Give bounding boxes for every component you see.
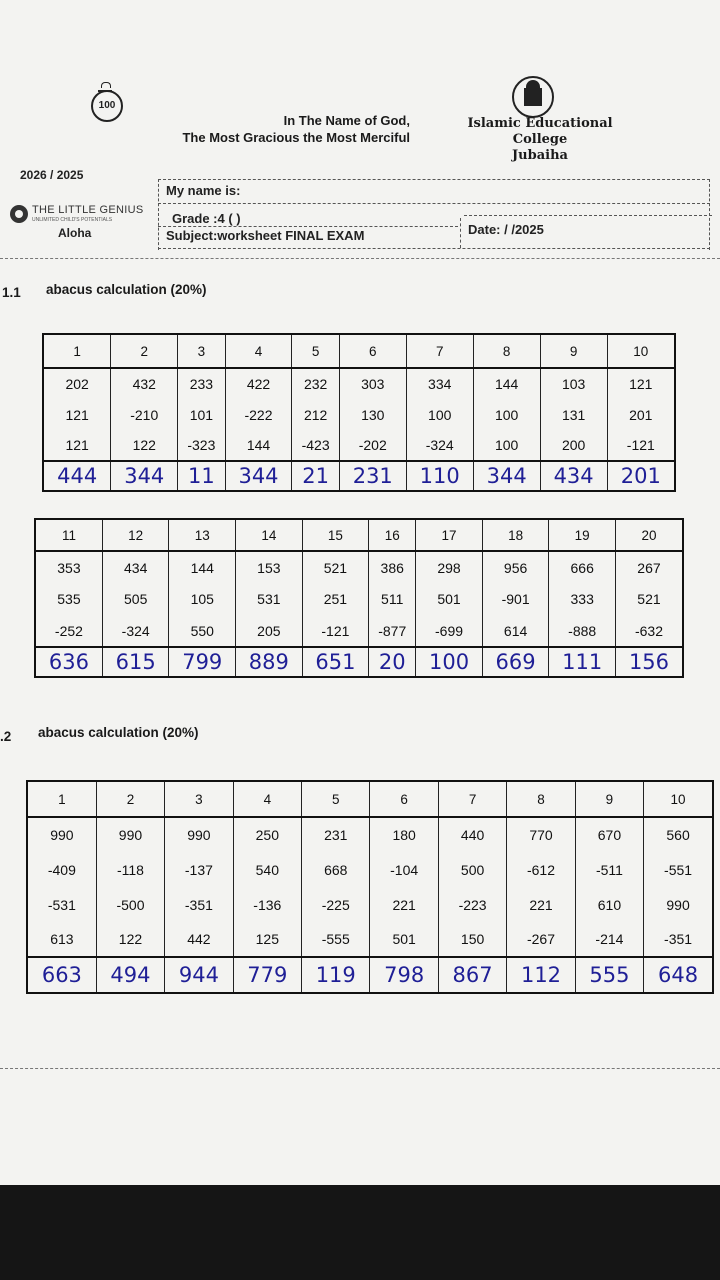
answer-row-cell: 798 [370,957,438,993]
background-surface [0,1185,720,1280]
table-row-cell: -409 [27,852,96,887]
table-row [35,583,683,615]
table-row-cell: 121 [607,368,675,399]
table-row-cell: -888 [549,615,616,647]
table-row-cell: 500 [438,852,506,887]
school-name [455,116,625,164]
table-row-cell: 434 [102,551,169,583]
table-1-to-10 [42,333,676,492]
table-row-cell: -500 [96,887,164,922]
badge-100: 100 [91,90,123,122]
table-row-cell: 212 [292,399,339,430]
header-row [35,519,683,551]
table-row-cell: 100 [406,399,473,430]
table-row-cell: -511 [575,852,643,887]
answer-row-cell: 799 [169,647,236,677]
grade-field-label[interactable]: Grade :4 ( ) [172,211,241,226]
header-row-cell: 13 [169,519,236,551]
header-row-cell: 11 [35,519,102,551]
answer-row-cell: 889 [236,647,303,677]
header-row-cell: 8 [473,334,540,368]
answer-row-cell: 615 [102,647,169,677]
answer-row-cell: 111 [549,647,616,677]
header-row-cell: 6 [339,334,406,368]
header-row-cell: 9 [540,334,607,368]
table-row [43,368,675,399]
table-row-cell: 122 [96,922,164,957]
header-row-cell: 2 [111,334,178,368]
answer-row [43,461,675,491]
logo-brand-text: THE LITTLE GENIUS [32,204,144,216]
answer-row-cell: 444 [43,461,111,491]
table-row-cell: 432 [111,368,178,399]
table-row-cell: 100 [473,399,540,430]
divider [158,203,710,204]
answer-row-cell: 100 [416,647,483,677]
divider [464,215,712,216]
divider [158,226,458,227]
table-row-cell: 100 [473,430,540,461]
table-row-cell: 105 [169,583,236,615]
header-row-cell: 16 [369,519,416,551]
table-row-cell: 250 [233,817,301,852]
header-row-cell: 2 [96,781,164,817]
header-row [27,781,713,817]
table-row-cell: 121 [43,430,111,461]
table-row-cell: 232 [292,368,339,399]
header-row-cell: 4 [225,334,292,368]
header-row-cell: 14 [236,519,303,551]
answer-row-cell: 344 [473,461,540,491]
table-row-cell: 131 [540,399,607,430]
table-row [35,615,683,647]
section-1-number: 1.1 [2,285,21,300]
table-row-cell: 540 [233,852,301,887]
divider [460,218,461,248]
table-row [27,817,713,852]
table-row-cell: -118 [96,852,164,887]
table-row-cell: 101 [178,399,225,430]
school-line-2: College [512,132,568,147]
header-row-cell: 3 [178,334,225,368]
answer-row-cell: 20 [369,647,416,677]
table-row-cell: 521 [302,551,369,583]
table-row-cell: -222 [225,399,292,430]
answer-row-cell: 344 [225,461,292,491]
table-row-cell: 202 [43,368,111,399]
table-row-cell: 231 [302,817,370,852]
header-row-cell: 10 [644,781,713,817]
table-row-cell: -223 [438,887,506,922]
table-row-cell: 440 [438,817,506,852]
table-row-cell: -136 [233,887,301,922]
header-row-cell: 6 [370,781,438,817]
table-row-cell: -324 [406,430,473,461]
table-row-cell: 386 [369,551,416,583]
answer-row-cell: 651 [302,647,369,677]
header-row-cell: 7 [438,781,506,817]
header-row [43,334,675,368]
table-row-cell: -324 [102,615,169,647]
table-row-cell: 613 [27,922,96,957]
table-row-cell: 121 [43,399,111,430]
table-row-cell: 303 [339,368,406,399]
school-line-1: Islamic Educational [467,116,613,131]
header-row-cell: 7 [406,334,473,368]
answer-row-cell: 494 [96,957,164,993]
logo-tagline: UNLIMITED CHILD'S POTENTIALS [32,217,113,223]
header-row-cell: 10 [607,334,675,368]
section-1-title: abacus calculation (20%) [46,282,207,297]
table-11-to-20 [34,518,684,678]
table-row-cell: 251 [302,583,369,615]
header-row-cell: 9 [575,781,643,817]
header-row-cell: 17 [416,519,483,551]
answer-row-cell: 156 [615,647,683,677]
header-row-cell: 15 [302,519,369,551]
header-row-cell: 8 [507,781,575,817]
table-row-cell: -214 [575,922,643,957]
table-row-cell: 122 [111,430,178,461]
header-row-cell: 1 [27,781,96,817]
divider [158,248,710,249]
genius-logo-icon [10,205,28,223]
table-row-cell: 670 [575,817,643,852]
table-row-cell: 560 [644,817,713,852]
table-row-cell: 298 [416,551,483,583]
answer-row-cell: 779 [233,957,301,993]
answer-row-cell: 636 [35,647,102,677]
table-row-cell: -699 [416,615,483,647]
header-row-cell: 4 [233,781,301,817]
school-line-3: Jubaiha [512,148,568,163]
date-field-label[interactable]: Date: / /2025 [468,222,544,237]
table-row-cell: -351 [165,887,233,922]
table-row-cell: 422 [225,368,292,399]
table-row-cell: 353 [35,551,102,583]
bismillah-line-2: The Most Gracious the Most Merciful [182,130,410,145]
table-row-cell: 180 [370,817,438,852]
header-row-cell: 18 [482,519,549,551]
table-row-cell: -210 [111,399,178,430]
table-row-cell: -901 [482,583,549,615]
header-bismillah [150,112,410,146]
table-row-cell: 150 [438,922,506,957]
answer-row-cell: 944 [165,957,233,993]
header-row-cell: 1 [43,334,111,368]
table-row-cell: 550 [169,615,236,647]
subject-label: Subject:worksheet FINAL EXAM [166,228,365,243]
answer-row-cell: 112 [507,957,575,993]
table-row-cell: -104 [370,852,438,887]
header-row-cell: 5 [302,781,370,817]
table-row-cell: 233 [178,368,225,399]
table-row-cell: -252 [35,615,102,647]
table-row-cell: -632 [615,615,683,647]
table-row-cell: 505 [102,583,169,615]
answer-row-cell: 669 [482,647,549,677]
table-row [43,399,675,430]
table-row-cell: -555 [302,922,370,957]
answer-row-cell: 201 [607,461,675,491]
header-row-cell: 3 [165,781,233,817]
table-row-cell: 990 [96,817,164,852]
answer-row-cell: 663 [27,957,96,993]
anniversary-logo [85,82,125,122]
table-row-cell: -423 [292,430,339,461]
table-row-cell: 221 [370,887,438,922]
answer-row-cell: 648 [644,957,713,993]
table-row-cell: 201 [607,399,675,430]
table-row-cell: -267 [507,922,575,957]
table-row-cell: 144 [225,430,292,461]
table-row-cell: 267 [615,551,683,583]
table-row-cell: 666 [549,551,616,583]
table-row-cell: 144 [473,368,540,399]
bottom-divider [0,1068,720,1069]
table-row-cell: 535 [35,583,102,615]
table-row-cell: 990 [27,817,96,852]
header-row-cell: 12 [102,519,169,551]
table-row-cell: 205 [236,615,303,647]
table-row-cell: -877 [369,615,416,647]
table-row-cell: 130 [339,399,406,430]
header-row-cell: 20 [615,519,683,551]
answer-row [27,957,713,993]
table-row-cell: 990 [644,887,713,922]
answer-row-cell: 110 [406,461,473,491]
table-row-cell: 511 [369,583,416,615]
table-row-cell: 501 [416,583,483,615]
table-row-cell: -121 [607,430,675,461]
header-row-cell: 19 [549,519,616,551]
table-row-cell: -612 [507,852,575,887]
table-row [35,551,683,583]
answer-row [35,647,683,677]
table-row [27,922,713,957]
section-2-title: abacus calculation (20%) [38,725,199,740]
table-row-cell: 531 [236,583,303,615]
table-row-cell: -323 [178,430,225,461]
table-row-cell: 614 [482,615,549,647]
bismillah-line-1: In The Name of God, [283,113,410,128]
name-field-label[interactable]: My name is: [166,183,241,198]
aloha-label: Aloha [58,226,92,240]
school-emblem-icon [510,76,554,116]
answer-row-cell: 119 [302,957,370,993]
table-row-cell: 770 [507,817,575,852]
answer-row-cell: 11 [178,461,225,491]
academic-year: 2026 / 2025 [20,168,84,182]
answer-row-cell: 434 [540,461,607,491]
table-row [27,887,713,922]
table-row-cell: 990 [165,817,233,852]
section-2-number: .2 [0,729,12,744]
table-row [27,852,713,887]
table-row-cell: -121 [302,615,369,647]
table-row-cell: 200 [540,430,607,461]
answer-row-cell: 555 [575,957,643,993]
table-row-cell: 610 [575,887,643,922]
table-row-cell: -137 [165,852,233,887]
table-row-cell: 103 [540,368,607,399]
table-row-cell: 442 [165,922,233,957]
section-divider [0,258,720,259]
table-row-cell: -551 [644,852,713,887]
table-row-cell: 333 [549,583,616,615]
table-row-cell: 956 [482,551,549,583]
header-row-cell: 5 [292,334,339,368]
table-row-cell: -351 [644,922,713,957]
table-row-cell: -202 [339,430,406,461]
table-section-2 [26,780,714,994]
answer-row-cell: 21 [292,461,339,491]
answer-row-cell: 231 [339,461,406,491]
table-row-cell: -531 [27,887,96,922]
table-row [43,430,675,461]
table-row-cell: 668 [302,852,370,887]
table-row-cell: -225 [302,887,370,922]
answer-row-cell: 867 [438,957,506,993]
answer-row-cell: 344 [111,461,178,491]
table-row-cell: 521 [615,583,683,615]
table-row-cell: 221 [507,887,575,922]
table-row-cell: 334 [406,368,473,399]
table-row-cell: 501 [370,922,438,957]
table-row-cell: 125 [233,922,301,957]
table-row-cell: 144 [169,551,236,583]
table-row-cell: 153 [236,551,303,583]
